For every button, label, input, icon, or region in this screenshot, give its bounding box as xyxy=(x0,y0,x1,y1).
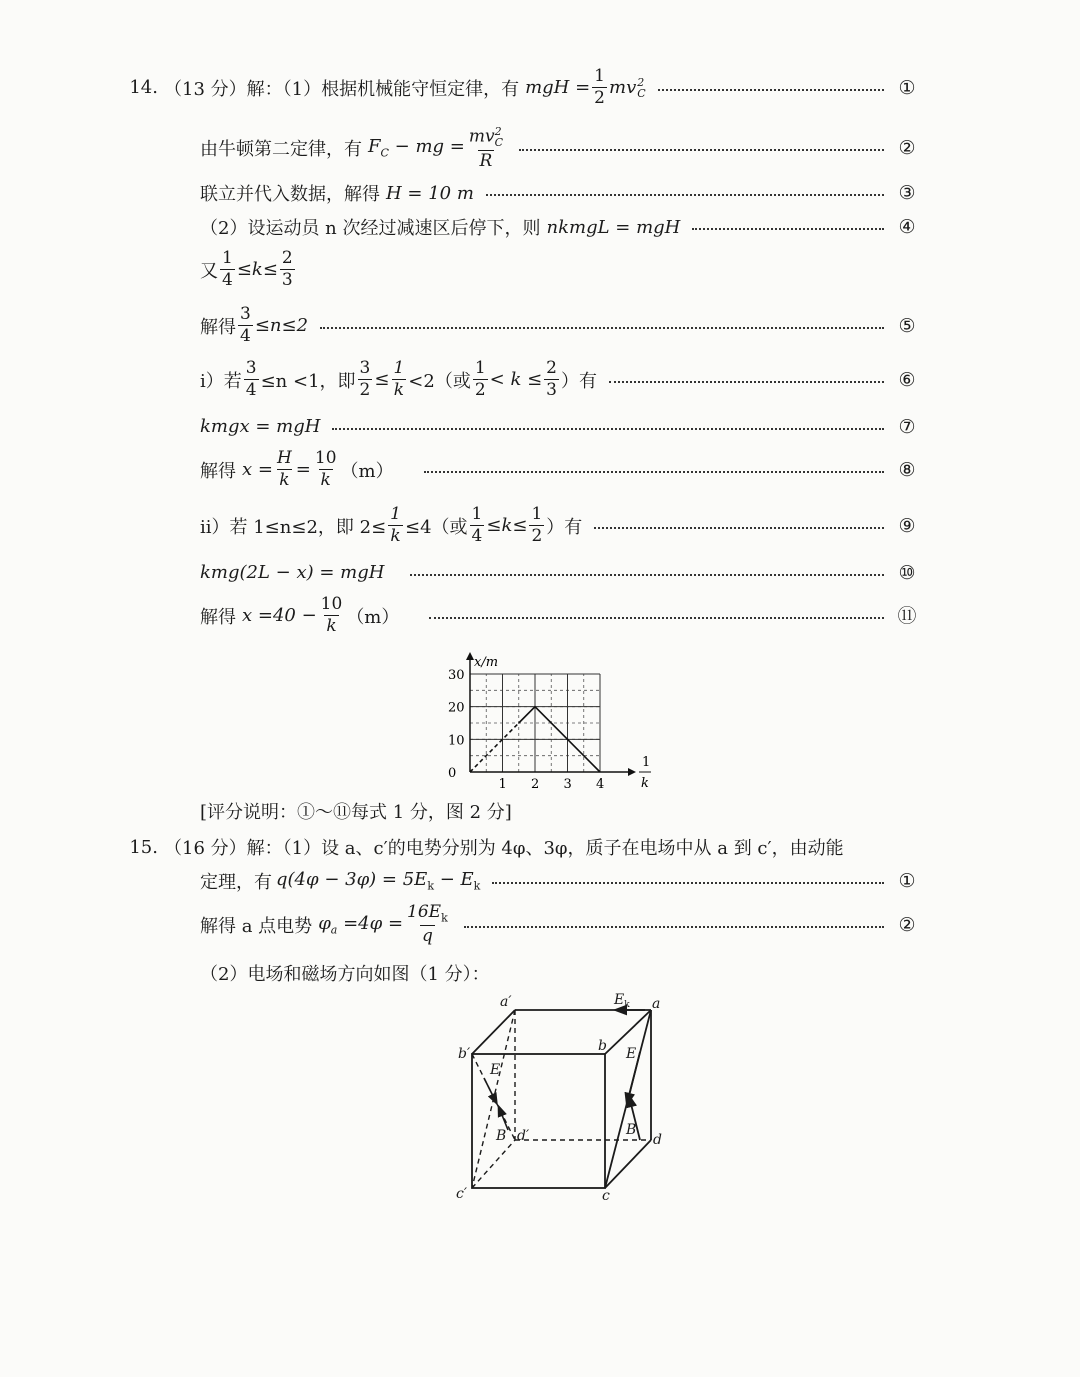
grading-note: [评分说明：①～⑪每式 1 分，图 2 分] xyxy=(200,802,512,823)
q14-eq1-lhs: mgH = xyxy=(525,77,591,98)
series-dashed xyxy=(470,723,519,772)
q14-l2-fc: $F_C$ − mg = xyxy=(368,136,465,160)
frac: $\frac{10}{k}$ xyxy=(314,448,337,490)
q14-l3-eq: H = 10 m xyxy=(386,182,474,204)
x-axis-label-den: k xyxy=(641,776,649,791)
label-ek: $E_k$ xyxy=(614,992,630,1010)
q14-l4-eq: nkmgL = mgH xyxy=(546,216,681,238)
label-c: c xyxy=(602,1188,610,1204)
leader-dots xyxy=(519,149,884,151)
frac: $\frac{1}{k}$ xyxy=(393,358,405,400)
q14-line-6: 解得 $\frac{3}{4}$ ≤n≤2 ⑤ xyxy=(0,306,1080,345)
q14-l3-text: 联立并代入数据，解得 xyxy=(200,184,380,205)
leader-dots xyxy=(486,194,884,196)
q14-line-8: kmgx = mgH ⑦ xyxy=(0,416,1080,437)
leader-dots xyxy=(464,926,884,928)
mark-4: ④ xyxy=(898,216,916,238)
q14-header: （13 分）解：（1）根据机械能守恒定律，有 xyxy=(164,78,520,100)
frac: $\frac{1}{2}$ xyxy=(474,358,486,400)
frac: $\frac{H}{k}$ xyxy=(276,448,292,490)
cube-edges xyxy=(472,1010,651,1188)
q14-number: 14. xyxy=(129,77,158,98)
mark-2: ② xyxy=(898,137,916,159)
label-e-right: E xyxy=(626,1046,637,1062)
leader-dots xyxy=(332,428,884,430)
mark-1: ① xyxy=(898,76,916,99)
q15-line-4: （2）电场和磁场方向如图（1 分）： xyxy=(200,964,490,985)
q14-line-4 xyxy=(0,214,1080,240)
frac: $\frac{10}{k}$ xyxy=(320,594,343,636)
y-axis-label: x/m xyxy=(474,655,499,670)
mark-7: ⑦ xyxy=(898,415,916,438)
q14-line-7: i）若 $\frac{3}{4}$ ≤n <1，即 $\frac{3}{2}$ ≤ $\frac{1}{k}$ <2（或 $\frac{1}{2}$ < k ≤ $\frac{2}{3}$ ）有 ⑥ xyxy=(0,360,1080,399)
x-tick-label: 1 xyxy=(498,777,507,792)
q15-line-2: 定理，有 $q(4\varphi - 3\varphi) = 5E_k - E_k$ ① xyxy=(0,868,1080,894)
label-a-prime: a′ xyxy=(500,994,512,1010)
e-arrow-left xyxy=(484,1078,495,1100)
frac: $\frac{1}{4}$ xyxy=(222,248,233,290)
q15-number: 15. xyxy=(129,836,158,858)
q14-line-10: ii）若 1≤n≤2，即 2≤ $\frac{1}{k}$ ≤4（或 $\frac{1}{4}$ ≤k≤ $\frac{1}{2}$ ）有 ⑨ xyxy=(0,506,1080,545)
q14-l2-text: 由牛顿第二定律，有 xyxy=(200,139,362,160)
frac: $\frac{16E_k}{q}$ xyxy=(407,902,448,947)
y-tick-label: 30 xyxy=(448,668,465,683)
frac: $\frac{2}{3}$ xyxy=(546,358,557,400)
x-axis-label-num: 1 xyxy=(642,755,651,770)
q14-eq1-rhs: mv 2 C xyxy=(609,75,646,100)
frac: $\frac{3}{4}$ xyxy=(245,358,257,400)
frac: $\frac{1}{k}$ xyxy=(390,504,401,546)
mark-11: ⑪ xyxy=(897,604,917,627)
q14-line-9: 解得 x = $\frac{H}{k}$ = $\frac{10}{k}$ （m） ⑧ xyxy=(0,450,1080,489)
q14-line-12: 解得 x =40 − $\frac{10}{k}$ （m） ⑪ xyxy=(0,596,1080,635)
leader-dots xyxy=(492,882,884,884)
mark-10: ⑩ xyxy=(898,561,916,584)
y-tick-label: 20 xyxy=(448,700,465,716)
q15-mark-2: ② xyxy=(898,913,916,936)
x-vs-1-over-k-chart xyxy=(440,646,670,796)
label-b-left: B xyxy=(496,1128,507,1144)
mark-9: ⑨ xyxy=(898,514,916,537)
q14-line-11: kmg(2L − x) = mgH ⑩ xyxy=(0,562,1080,583)
x-axis-arrow xyxy=(628,768,636,776)
leader-dots xyxy=(424,471,884,473)
leader-dots xyxy=(594,527,884,529)
frac: $\frac{3}{4}$ xyxy=(240,304,251,346)
leader-dots xyxy=(429,617,884,619)
y-axis-arrow xyxy=(466,652,474,660)
b-arrow-left xyxy=(500,1110,508,1130)
label-b-prime: b′ xyxy=(458,1046,471,1062)
mark-8: ⑧ xyxy=(898,458,916,481)
x-tick-label: 3 xyxy=(563,777,572,792)
y-tick-label: 0 xyxy=(448,766,457,781)
q15-mark-1: ① xyxy=(898,870,916,892)
leader-dots xyxy=(658,89,884,91)
frac: $\frac{1}{4}$ xyxy=(471,504,483,546)
label-c-prime: c′ xyxy=(456,1186,468,1202)
q14-line-2 xyxy=(0,126,1080,170)
x-tick-label: 4 xyxy=(596,777,605,792)
cube-field-diagram xyxy=(440,990,680,1210)
q14-l2-frac: mv 2 C R xyxy=(468,125,503,171)
frac: $\frac{3}{2}$ xyxy=(359,358,371,400)
y-tick-label: 10 xyxy=(448,733,465,749)
leader-dots xyxy=(320,327,884,329)
label-d: d xyxy=(653,1132,662,1148)
q14-l4-text: （2）设运动员 n 次经过减速区后停下，则 xyxy=(200,218,541,239)
leader-dots xyxy=(692,228,884,230)
label-a: a xyxy=(652,996,661,1012)
q14-eq1-frac: $\frac{1}{2}$ xyxy=(594,66,605,108)
leader-dots xyxy=(609,381,884,383)
mark-5: ⑤ xyxy=(898,314,916,337)
q14-line-3 xyxy=(0,180,1080,206)
label-b-right: B xyxy=(626,1122,637,1138)
x-tick-label: 2 xyxy=(531,777,540,792)
q14-line-1 xyxy=(0,68,1080,107)
frac: $\frac{2}{3}$ xyxy=(281,248,293,290)
q14-line-5: 又 $\frac{1}{4}$ ≤k≤ $\frac{2}{3}$ xyxy=(200,248,293,290)
q15-line-3: 解得 a 点电势 $\varphi_a =4\varphi$ = $\frac{16E_k}{q}$ ② xyxy=(0,904,1080,945)
label-e-left: E xyxy=(490,1062,501,1078)
frac: $\frac{1}{2}$ xyxy=(531,504,543,546)
mark-3: ③ xyxy=(898,182,916,204)
mark-6: ⑥ xyxy=(898,368,916,391)
label-b: b xyxy=(598,1038,607,1054)
q15-line-1: 15. （16 分）解：（1）设 a、c′的电势分别为 4φ、3φ，质子在电场中从 a 到 c′，由动能 xyxy=(0,834,1080,860)
leader-dots xyxy=(410,574,884,576)
label-d-prime: d′ xyxy=(517,1128,530,1144)
